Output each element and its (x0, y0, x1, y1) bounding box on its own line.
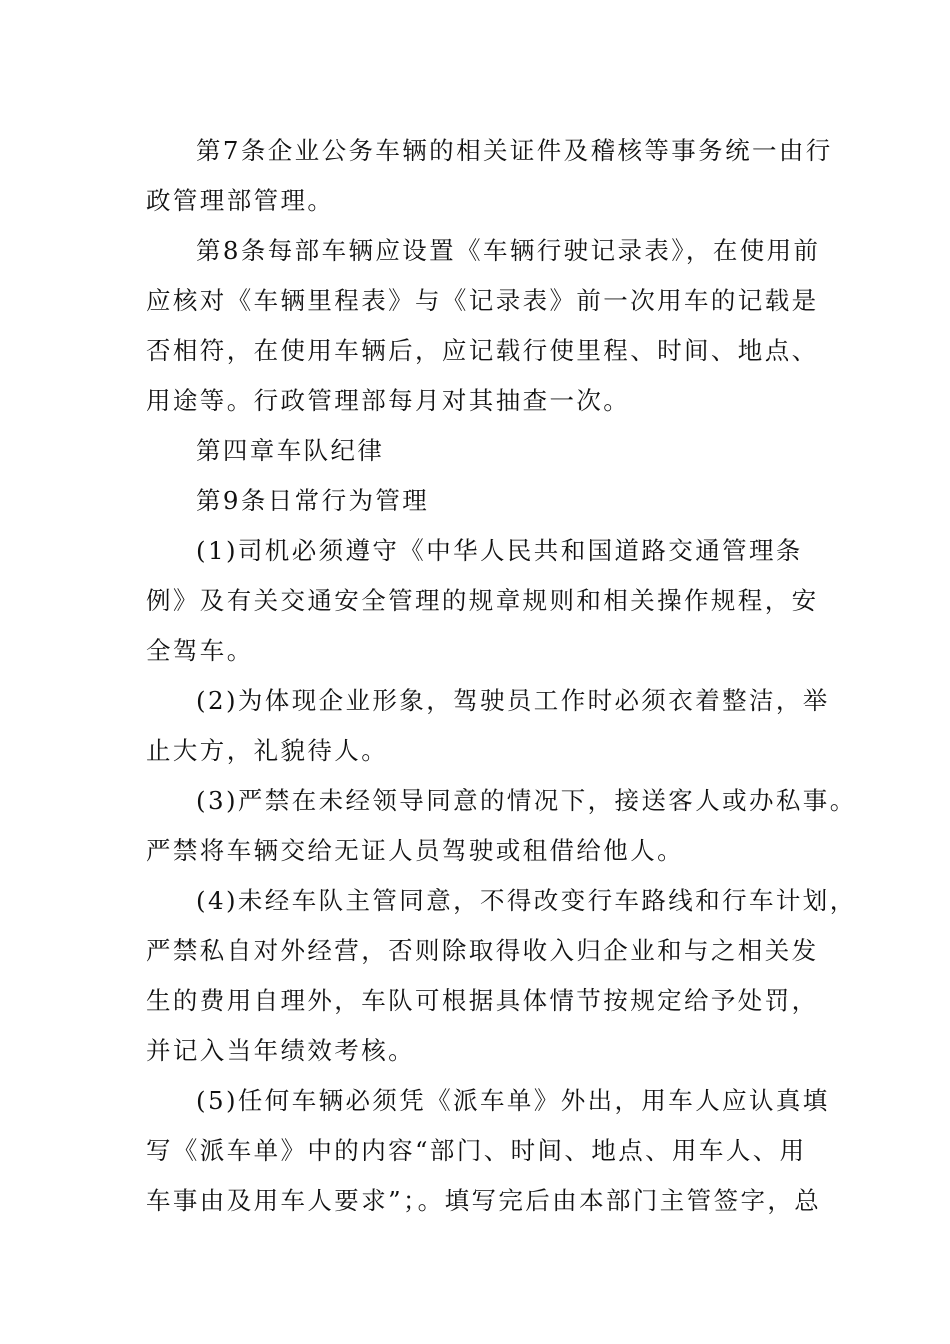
text-line: 应核对《车辆里程表》与《记录表》前一次用车的记载是 (146, 286, 819, 315)
chapter-heading: 第四章车队纪律 (196, 436, 385, 465)
text-line: 严禁将车辆交给无证人员驾驶或租借给他人。 (146, 836, 684, 865)
text-line-item-5: (5)任何车辆必须凭《派车单》外出，用车人应认真填 (196, 1086, 830, 1115)
text-line: 止大方，礼貌待人。 (146, 736, 389, 765)
text-line: 生的费用自理外，车队可根据具体情节按规定给予处罚， (146, 986, 819, 1015)
text-line: 写《派车单》中的内容“部门、时间、地点、用车人、用 (146, 1136, 807, 1165)
text-line: 用途等。行政管理部每月对其抽查一次。 (146, 386, 631, 415)
text-line: 并记入当年绩效考核。 (146, 1036, 415, 1065)
text-line-article-9: 第9条日常行为管理 (196, 486, 430, 515)
text-line-article-7: 第7条企业公务车辆的相关证件及稽核等事务统一由行 (196, 136, 833, 165)
text-line-item-1: (1)司机必须遵守《中华人民共和国道路交通管理条 (196, 536, 803, 565)
text-line-item-4: (4)未经车队主管同意，不得改变行车路线和行车计划， (196, 886, 857, 915)
text-line-item-2: (2)为体现企业形象，驾驶员工作时必须衣着整洁，举 (196, 686, 830, 715)
text-line: 例》及有关交通安全管理的规章规则和相关操作规程，安 (146, 586, 819, 615)
text-line: 否相符，在使用车辆后，应记载行使里程、时间、地点、 (146, 336, 819, 365)
text-line: 车事由及用车人要求”；。填写完后由本部门主管签字，总 (146, 1186, 822, 1215)
text-line-article-8: 第8条每部车辆应设置《车辆行驶记录表》，在使用前 (196, 236, 821, 265)
text-line: 全驾车。 (146, 636, 254, 665)
text-line-item-3: (3)严禁在未经领导同意的情况下，接送客人或办私事。 (196, 786, 857, 815)
text-line: 严禁私自对外经营，否则除取得收入归企业和与之相关发 (146, 936, 819, 965)
text-line: 政管理部管理。 (146, 186, 335, 215)
